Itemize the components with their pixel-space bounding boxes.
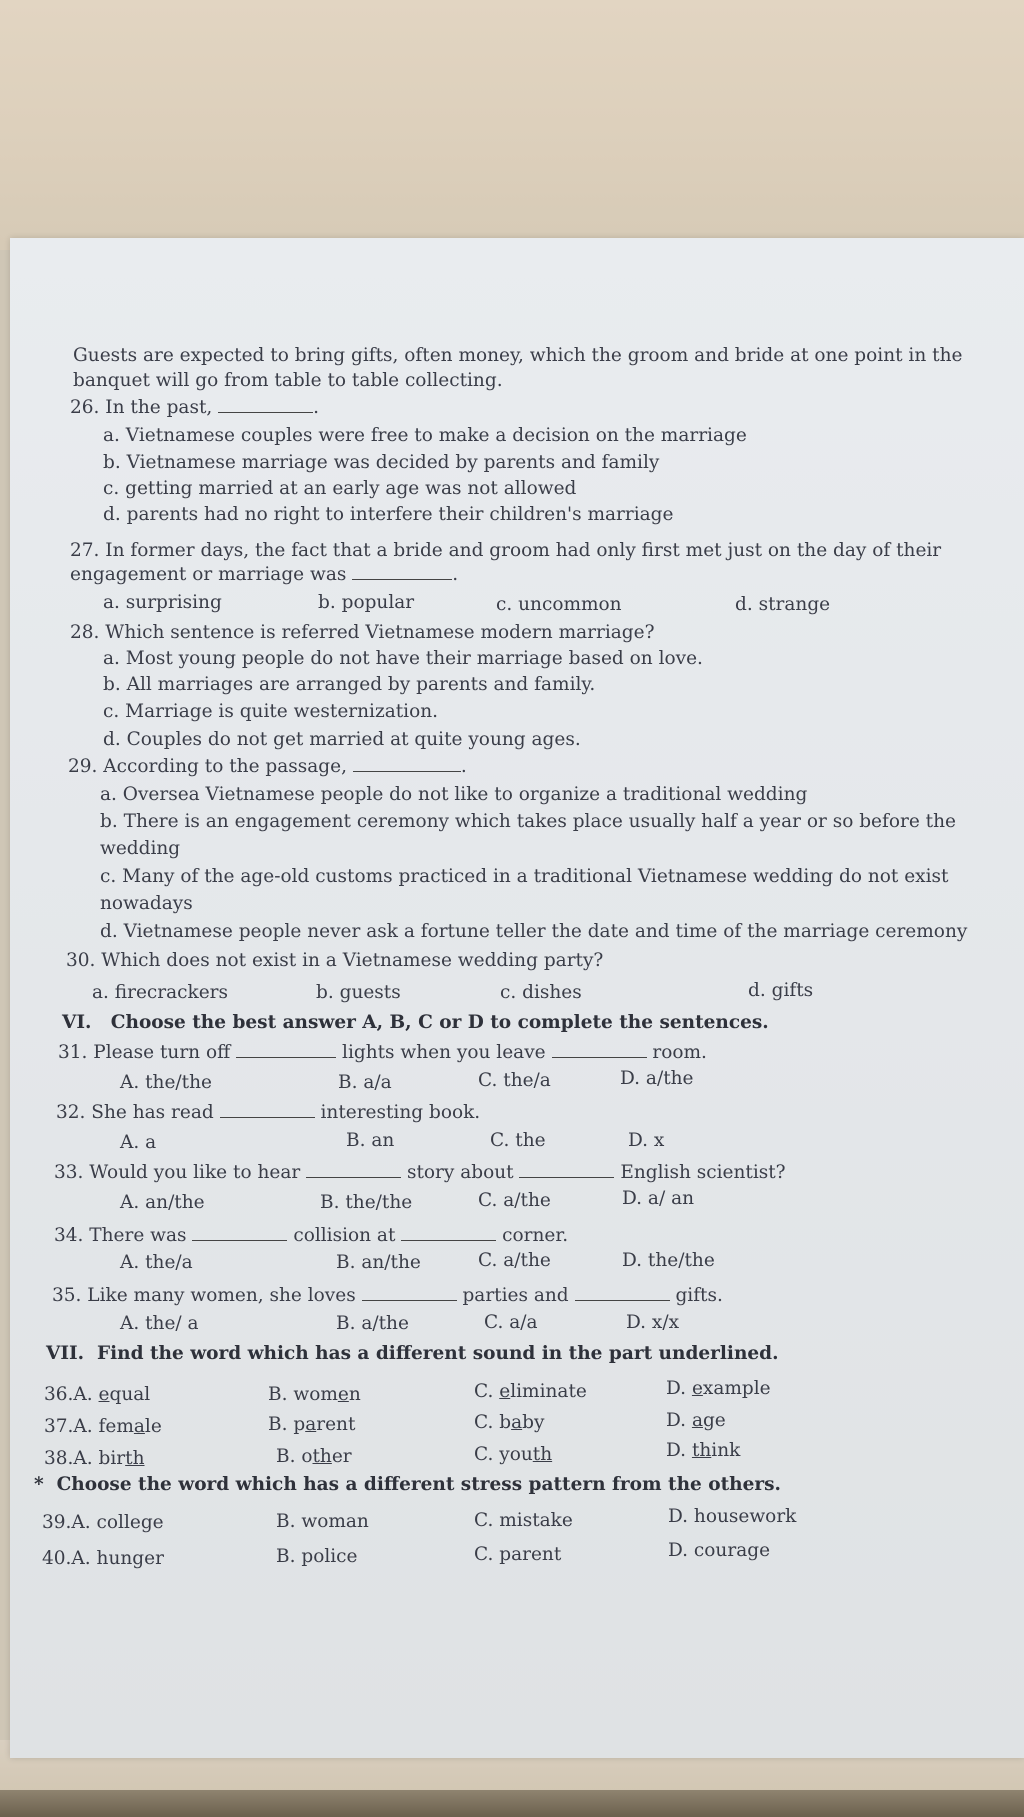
q30-option-c: c. dishes <box>500 982 582 1003</box>
answer-blank <box>220 1116 315 1118</box>
q31-option-d: D. a/the <box>620 1068 694 1089</box>
q38-option-a: 38.A. birth <box>44 1448 145 1469</box>
q26-option-b: b. Vietnamese marriage was decided by parents and family <box>103 452 660 473</box>
q31-option-b: B. a/a <box>338 1072 392 1093</box>
q27-stem-line-2: engagement or marriage was . <box>70 564 459 585</box>
q40-option-a: 40.A. hunger <box>42 1548 164 1569</box>
q33-option-d: D. a/ an <box>622 1188 695 1209</box>
q30-stem: 30. Which does not exist in a Vietnamese wedding party? <box>66 950 604 971</box>
q38-option-d: D. think <box>666 1440 741 1461</box>
q26-option-a: a. Vietnamese couples were free to make a decision on the marriage <box>103 425 747 446</box>
q32-option-d: D. x <box>628 1130 665 1151</box>
q34-option-d: D. the/the <box>622 1250 715 1271</box>
q40-option-c: C. parent <box>474 1544 562 1565</box>
q28-option-d: d. Couples do not get married at quite young ages. <box>103 729 581 750</box>
q37-option-b: B. parent <box>268 1414 356 1435</box>
q28-option-a: a. Most young people do not have their marriage based on love. <box>103 648 703 669</box>
q29-option-c-line-1: c. Many of the age-old customs practiced in a traditional Vietnamese wedding do not exist <box>100 866 949 887</box>
q33-option-a: A. an/the <box>120 1192 205 1213</box>
q37-option-d: D. age <box>666 1410 726 1431</box>
q27-option-c: c. uncommon <box>496 594 622 615</box>
q38-option-b: B. other <box>276 1446 352 1467</box>
q35-option-b: B. a/the <box>336 1313 409 1334</box>
q32-option-a: A. a <box>120 1132 157 1153</box>
q28-stem: 28. Which sentence is referred Vietnamese modern marriage? <box>70 622 655 643</box>
answer-blank <box>192 1239 287 1241</box>
q35-option-d: D. x/x <box>626 1312 680 1333</box>
q29-option-d: d. Vietnamese people never ask a fortune teller the date and time of the marriage ceremony <box>100 921 968 942</box>
q28-option-c: c. Marriage is quite westernization. <box>103 701 439 722</box>
q29-option-c-line-2: nowadays <box>100 893 193 914</box>
answer-blank <box>401 1239 496 1241</box>
q33-option-c: C. a/the <box>478 1190 551 1211</box>
q36-option-d: D. example <box>666 1378 771 1399</box>
q30-option-d: d. gifts <box>748 980 814 1001</box>
intro-line-2: banquet will go from table to table collecting. <box>73 370 503 391</box>
q32-option-c: C. the <box>490 1130 546 1151</box>
q36-option-c: C. eliminate <box>474 1381 587 1402</box>
answer-blank <box>362 1299 457 1301</box>
q27-option-b: b. popular <box>318 592 415 613</box>
q39-option-c: C. mistake <box>474 1510 573 1531</box>
q29-option-a: a. Oversea Vietnamese people do not like to organize a traditional wedding <box>100 784 808 805</box>
q37-option-a: 37.A. female <box>44 1416 162 1437</box>
q36-option-b: B. women <box>268 1384 361 1405</box>
q34-option-b: B. an/the <box>336 1252 421 1273</box>
q40-option-b: B. police <box>276 1546 358 1567</box>
q32-option-b: B. an <box>346 1130 395 1151</box>
q30-option-a: a. firecrackers <box>92 982 229 1003</box>
answer-blank <box>352 578 452 580</box>
q39-option-b: B. woman <box>276 1511 369 1532</box>
answer-blank <box>353 770 461 772</box>
answer-blank <box>519 1176 614 1178</box>
q33-option-b: B. the/the <box>320 1192 413 1213</box>
q37-option-c: C. baby <box>474 1412 545 1433</box>
q35-option-c: C. a/a <box>484 1312 538 1333</box>
q29-option-b-line-1: b. There is an engagement ceremony which takes place usually half a year or so before the <box>100 811 956 832</box>
q35-stem: 35. Like many women, she loves parties and gifts. <box>52 1285 723 1306</box>
answer-blank <box>575 1299 670 1301</box>
section-vi-heading: VI. Choose the best answer A, B, C or D to complete the sentences. <box>62 1012 769 1033</box>
q38-option-c: C. youth <box>474 1444 553 1465</box>
q36-option-a: 36.A. equal <box>44 1384 151 1405</box>
section-vii-heading: VII. Find the word which has a different sound in the part underlined. <box>46 1343 779 1364</box>
q28-option-b: b. All marriages are arranged by parents and family. <box>103 674 596 695</box>
q29-stem: 29. According to the passage, . <box>68 756 467 777</box>
q34-option-a: A. the/a <box>120 1252 193 1273</box>
q31-option-a: A. the/the <box>120 1072 212 1093</box>
q34-option-c: C. a/the <box>478 1250 551 1271</box>
q29-option-b-line-2: wedding <box>100 838 181 859</box>
answer-blank <box>306 1176 401 1178</box>
q34-stem: 34. There was collision at corner. <box>54 1225 569 1246</box>
intro-line-1: Guests are expected to bring gifts, often money, which the groom and bride at one point in the <box>73 345 963 366</box>
q39-option-a: 39.A. college <box>42 1512 164 1533</box>
q31-option-c: C. the/a <box>478 1070 551 1091</box>
q33-stem: 33. Would you like to hear story about English scientist? <box>54 1162 786 1183</box>
q26-option-d: d. parents had no right to interfere their children's marriage <box>103 504 674 525</box>
answer-blank <box>218 411 313 413</box>
q26-option-c: c. getting married at an early age was not allowed <box>103 478 577 499</box>
q27-stem-line-1: 27. In former days, the fact that a bride and groom had only first met just on the day of their <box>70 540 942 561</box>
q39-option-d: D. housework <box>668 1506 797 1527</box>
stress-heading: * Choose the word which has a different stress pattern from the others. <box>34 1474 781 1495</box>
q31-stem: 31. Please turn off lights when you leave room. <box>58 1042 707 1063</box>
q40-option-d: D. courage <box>668 1540 771 1561</box>
q32-stem: 32. She has read interesting book. <box>56 1102 481 1123</box>
q27-option-d: d. strange <box>735 594 831 615</box>
q30-option-b: b. guests <box>316 982 401 1003</box>
q26-stem: 26. In the past, . <box>70 397 320 418</box>
answer-blank <box>552 1056 647 1058</box>
q35-option-a: A. the/ a <box>120 1313 199 1334</box>
q27-option-a: a. surprising <box>103 592 222 613</box>
answer-blank <box>236 1056 336 1058</box>
